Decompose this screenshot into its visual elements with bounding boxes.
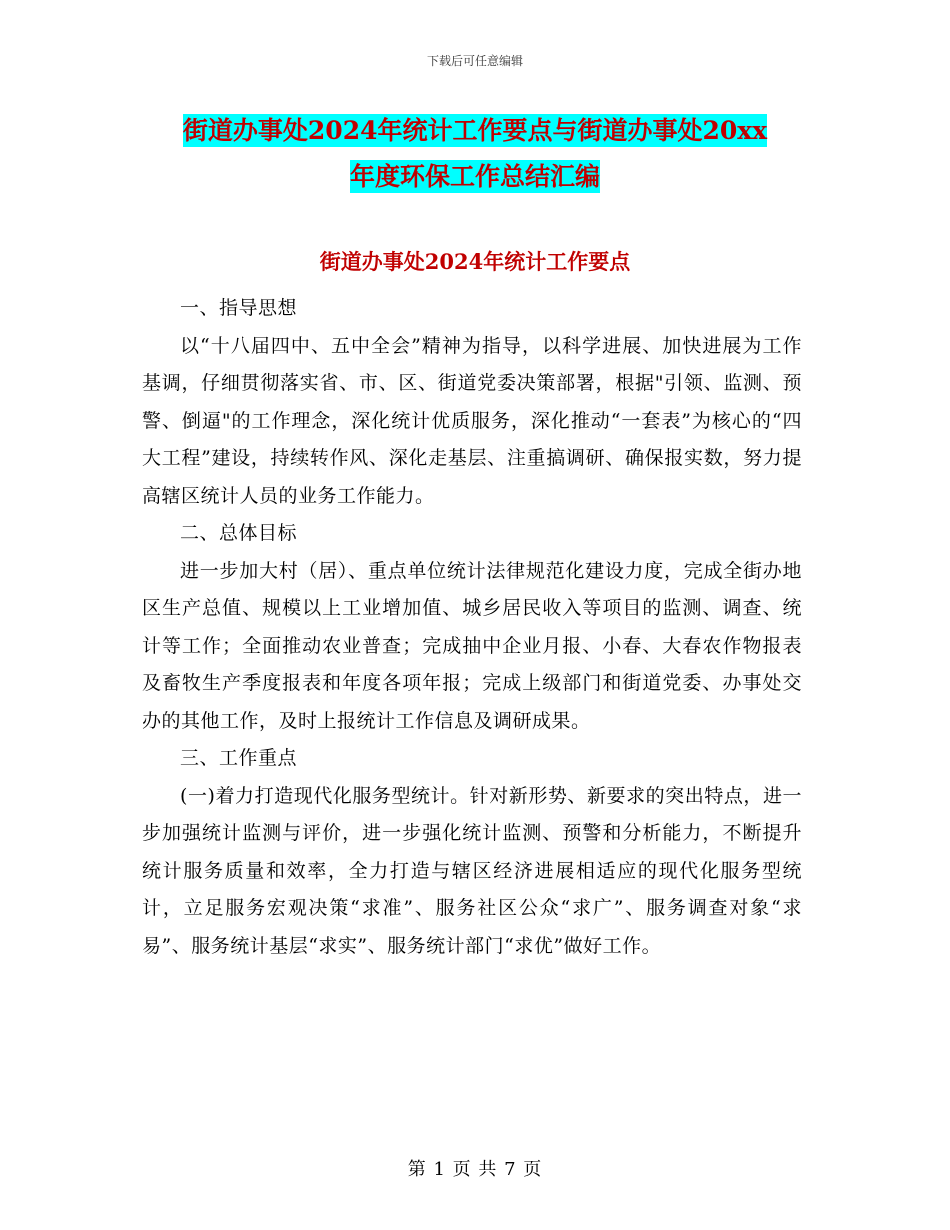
document-title-line-1: 街道办事处2024年统计工作要点与街道办事处20xx <box>182 116 768 145</box>
page-footer: 第 1 页 共 7 页 <box>407 1159 543 1180</box>
document-title-line-2: 年度环保工作总结汇编 <box>349 162 600 191</box>
document-body <box>142 290 802 965</box>
document-title <box>140 108 810 200</box>
section-title: 街道办事处2024年统计工作要点 <box>319 249 631 274</box>
heading-work-priorities: 三、工作重点 <box>180 747 298 769</box>
paragraph-guiding-ideology: 以“十八届四中、五中全会”精神为指导，以科学进展、加快进展为工作基调，仔细贯彻落实省、市、区、街道党委决策部署，根据"引领、监测、预警、倒逼"的工作理念，深化统计优质服务，深化推动“一套表”为核心的“四大工程”建设，持续转作风、深化走基层、注重搞调研、确保报实数，努力提高辖区统计人员的业务工作能力。 <box>142 334 802 507</box>
heading-guiding-ideology: 一、指导思想 <box>180 297 298 319</box>
heading-overall-goals: 二、总体目标 <box>180 522 298 544</box>
paragraph-work-priorities-1: (一)着力打造现代化服务型统计。针对新形势、新要求的突出特点，进一步加强统计监测与评价，进一步强化统计监测、预警和分析能力，不断提升统计服务质量和效率，全力打造与辖区经济进展相适应的现代化服务型统计，立足服务宏观决策“求准”、服务社区公众“求广”、服务调查对象“求易”、服务统计基层“求实”、服务统计部门“求优”做好工作。 <box>142 784 802 957</box>
header-note: 下载后可任意编辑 <box>426 54 523 68</box>
paragraph-overall-goals: 进一步加大村（居）、重点单位统计法律规范化建设力度，完成全街办地区生产总值、规模以上工业增加值、城乡居民收入等项目的监测、调查、统计等工作；全面推动农业普查；完成抽中企业月报、小春、大春农作物报表及畜牧生产季度报表和年度各项年报；完成上级部门和街道党委、办事处交办的其他工作，及时上报统计工作信息及调研成果。 <box>142 559 802 732</box>
